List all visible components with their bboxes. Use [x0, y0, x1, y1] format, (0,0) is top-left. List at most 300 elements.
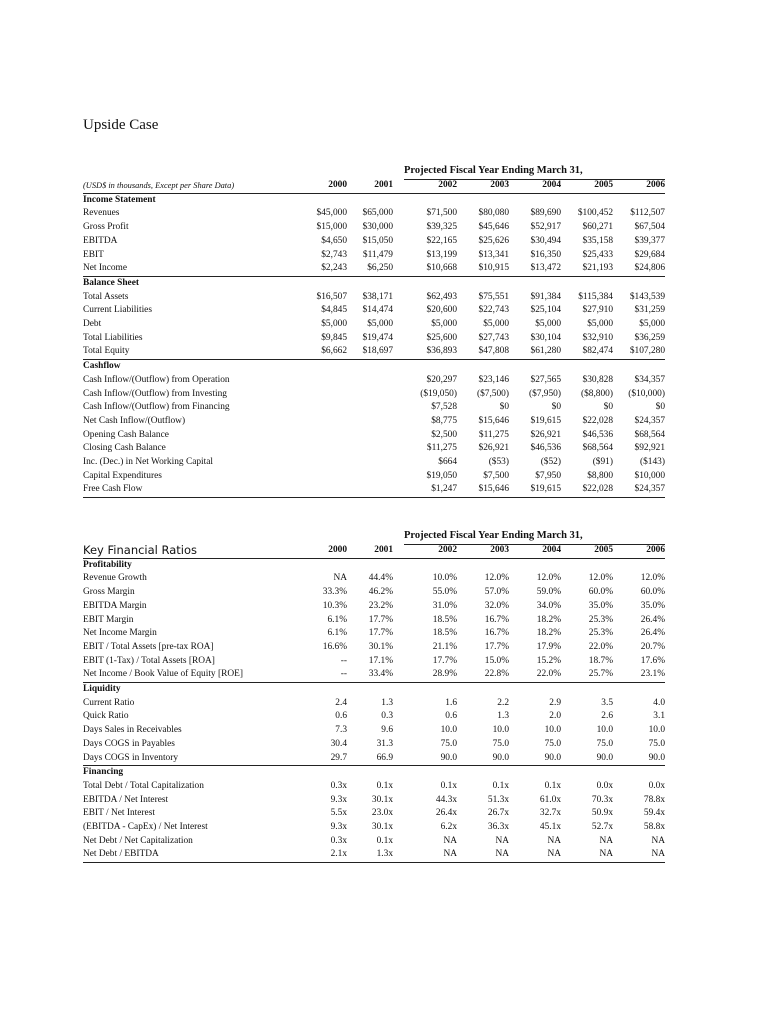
cell-value: 60.0% — [588, 587, 613, 598]
cell-value: $68,564 — [582, 443, 613, 454]
cell-value: 70.3x — [591, 794, 613, 805]
financials-header-row — [83, 179, 665, 193]
column-gap — [393, 415, 405, 429]
cell-value: 34.0% — [536, 600, 561, 611]
row-label: Total Liabilities — [83, 332, 143, 343]
table-row — [83, 600, 665, 614]
section-header-row — [83, 193, 665, 207]
cell-value: 1.3x — [347, 848, 393, 862]
column-gap — [393, 470, 405, 484]
row-label: EBITDA Margin — [83, 600, 147, 611]
cell-value: 17.7% — [432, 655, 457, 666]
cell-value: 44.4% — [368, 573, 393, 584]
ratios-title: Key Financial Ratios — [83, 544, 301, 558]
cell-value: 75.0 — [440, 738, 457, 749]
cell-value: 12.0% — [640, 573, 665, 584]
cell-value: 23.0x — [371, 808, 393, 819]
column-gap — [393, 794, 405, 808]
cell-value: $16,507 — [316, 291, 347, 302]
cell-value — [347, 401, 393, 415]
cell-value: 75.0 — [596, 738, 613, 749]
column-gap — [393, 332, 405, 346]
cell-value: $19,615 — [530, 415, 561, 426]
cell-value: $9,845 — [321, 332, 347, 343]
cell-value: $30,494 — [530, 235, 561, 246]
cell-value: $5,000 — [587, 319, 613, 330]
section-title: Liquidity — [83, 684, 121, 695]
cell-value: 15.0% — [484, 655, 509, 666]
cell-value: $22,165 — [426, 235, 457, 246]
column-gap — [393, 614, 405, 628]
cell-value: ($53) — [488, 457, 509, 468]
cell-value: $62,493 — [426, 291, 457, 302]
cell-value: NA — [651, 835, 665, 846]
cell-value: 90.0 — [561, 752, 613, 766]
cell-value: 52.7x — [591, 822, 613, 833]
cell-value: ($91) — [592, 457, 613, 468]
table-row — [83, 470, 665, 484]
cell-value: 16.7% — [484, 614, 509, 625]
cell-value: $10,668 — [405, 262, 457, 276]
column-gap — [393, 710, 405, 724]
cell-value: 6.1% — [327, 614, 347, 625]
cell-value: 25.3% — [588, 614, 613, 625]
cell-value: $24,357 — [634, 415, 665, 426]
cell-value: 12.0% — [588, 573, 613, 584]
table-row — [83, 848, 665, 862]
cell-value — [347, 429, 393, 443]
cell-value: $5,000 — [483, 319, 509, 330]
column-gap — [393, 724, 405, 738]
cell-value: 10.0% — [432, 573, 457, 584]
cell-value — [301, 429, 347, 443]
cell-value: 2.1x — [301, 848, 347, 862]
cell-value: $26,921 — [530, 429, 561, 440]
column-gap — [393, 388, 405, 402]
cell-value: $7,950 — [535, 470, 561, 481]
cell-value: 18.2% — [536, 614, 561, 625]
cell-value: $24,806 — [613, 262, 665, 276]
cell-value: 60.0% — [640, 587, 665, 598]
cell-value: $46,536 — [530, 443, 561, 454]
table-row — [83, 345, 665, 359]
cell-value: 18.2% — [536, 628, 561, 639]
cell-value: $31,259 — [634, 305, 665, 316]
cell-value: 2.4 — [335, 697, 347, 708]
cell-value — [301, 442, 347, 456]
cell-value: $5,000 — [321, 319, 347, 330]
cell-value: $13,341 — [478, 249, 509, 260]
cell-value: 4.0 — [653, 697, 665, 708]
section-title: Income Statement — [83, 194, 156, 205]
cell-value: 28.9% — [405, 668, 457, 682]
year-header: 2000 — [301, 179, 347, 193]
row-label: Current Ratio — [83, 697, 135, 708]
column-gap — [393, 401, 405, 415]
table-row — [83, 821, 665, 835]
cell-value: 57.0% — [484, 587, 509, 598]
cell-value: $11,275 — [426, 443, 457, 454]
cell-value: NA — [333, 573, 347, 584]
cell-value — [301, 456, 347, 470]
cell-value: 75.0 — [544, 738, 561, 749]
cell-value: 61.0x — [539, 794, 561, 805]
cell-value: $8,775 — [431, 415, 457, 426]
row-label: Net Income / Book Value of Equity [ROE] — [83, 668, 301, 682]
cell-value: 25.7% — [561, 668, 613, 682]
cell-value: $92,921 — [634, 443, 665, 454]
header-gap — [393, 179, 405, 193]
column-gap — [393, 318, 405, 332]
cell-value: 16.6% — [322, 641, 347, 652]
row-label: Free Cash Flow — [83, 483, 301, 497]
cell-value: $35,158 — [582, 235, 613, 246]
cell-value: 22.8% — [457, 668, 509, 682]
cell-value — [347, 470, 393, 484]
row-label: Cash Inflow/(Outflow) from Financing — [83, 402, 230, 413]
cell-value: 59.0% — [536, 587, 561, 598]
section-title: Financing — [83, 767, 124, 778]
section-title: Cashflow — [83, 361, 121, 372]
table-row — [83, 614, 665, 628]
cell-value: $30,104 — [530, 332, 561, 343]
cell-value: $0 — [655, 402, 665, 413]
cell-value: 90.0 — [405, 752, 457, 766]
cell-value — [301, 483, 347, 497]
section-header-row — [83, 683, 665, 697]
table-row — [83, 249, 665, 263]
cell-value: $15,646 — [457, 483, 509, 497]
cell-value: 55.0% — [432, 587, 457, 598]
column-gap — [393, 345, 405, 359]
column-gap — [393, 249, 405, 263]
cell-value: $26,921 — [478, 443, 509, 454]
cell-value: $22,028 — [582, 415, 613, 426]
cell-value: 9.3x — [330, 794, 347, 805]
cell-value: 3.1 — [653, 711, 665, 722]
row-label: EBIT (1-Tax) / Total Assets [ROA] — [83, 655, 215, 666]
table-row — [83, 429, 665, 443]
cell-value — [347, 415, 393, 429]
cell-value: $20,297 — [426, 374, 457, 385]
cell-value: $115,384 — [578, 291, 613, 302]
cell-value: $19,615 — [509, 483, 561, 497]
cell-value: $29,684 — [634, 249, 665, 260]
cell-value — [301, 415, 347, 429]
cell-value: 0.0x — [596, 780, 613, 791]
cell-value: $5,000 — [367, 319, 393, 330]
row-label: Current Liabilities — [83, 305, 152, 316]
cell-value: $10,915 — [457, 262, 509, 276]
cell-value: 2.9 — [549, 697, 561, 708]
cell-value: $13,199 — [426, 249, 457, 260]
table-row — [83, 738, 665, 752]
table-row — [83, 262, 665, 276]
cell-value: $107,280 — [613, 345, 665, 359]
cell-value: 10.3% — [322, 600, 347, 611]
cell-value: 5.5x — [330, 808, 347, 819]
table-row — [83, 724, 665, 738]
cell-value: 10.0 — [440, 725, 457, 736]
table-row — [83, 415, 665, 429]
cell-value: 32.0% — [484, 600, 509, 611]
table-row — [83, 318, 665, 332]
cell-value: 26.4% — [640, 614, 665, 625]
cell-value: -- — [301, 668, 347, 682]
cell-value: $20,600 — [426, 305, 457, 316]
cell-value: $0 — [499, 402, 509, 413]
column-gap — [393, 483, 405, 497]
cell-value: 0.1x — [376, 780, 393, 791]
column-gap — [393, 848, 405, 862]
column-gap — [393, 752, 405, 766]
cell-value: $39,377 — [634, 235, 665, 246]
financials-body — [83, 193, 665, 497]
cell-value: NA — [509, 848, 561, 862]
column-gap — [393, 738, 405, 752]
section-header-row — [83, 360, 665, 374]
row-label: Total Assets — [83, 291, 129, 302]
cell-value: $32,910 — [582, 332, 613, 343]
cell-value: ($143) — [640, 457, 665, 468]
table-row — [83, 221, 665, 235]
year-header: 2003 — [457, 544, 509, 558]
cell-value: $10,000 — [634, 470, 665, 481]
row-label: Inc. (Dec.) in Net Working Capital — [83, 457, 214, 468]
table-row — [83, 697, 665, 711]
column-gap — [393, 627, 405, 641]
projected-header-text: Projected Fiscal Year Ending March 31, — [404, 165, 583, 176]
row-label: EBIT — [83, 249, 104, 260]
row-label: Closing Cash Balance — [83, 443, 166, 454]
cell-value: $25,600 — [426, 332, 457, 343]
cell-value: 90.0 — [457, 752, 509, 766]
cell-value: 30.1x — [371, 794, 393, 805]
cell-value: $27,743 — [478, 332, 509, 343]
year-header: 2002 — [405, 179, 457, 193]
cell-value: $36,259 — [634, 332, 665, 343]
cell-value: 1.6 — [445, 697, 457, 708]
cell-value: 0.6 — [335, 711, 347, 722]
cell-value: $100,452 — [577, 208, 613, 219]
cell-value: 35.0% — [640, 600, 665, 611]
column-gap — [393, 291, 405, 305]
cell-value: 9.3x — [330, 822, 347, 833]
table-row — [83, 291, 665, 305]
cell-value: 2.2 — [497, 697, 509, 708]
cell-value: $75,551 — [478, 291, 509, 302]
cell-value: 46.2% — [368, 587, 393, 598]
cell-value: $27,565 — [530, 374, 561, 385]
cell-value: NA — [443, 835, 457, 846]
cell-value: 9.6 — [381, 725, 393, 736]
cell-value: $82,474 — [561, 345, 613, 359]
cell-value: $14,474 — [362, 305, 393, 316]
cell-value — [301, 401, 347, 415]
cell-value: 0.1x — [376, 835, 393, 846]
cell-value: 29.7 — [301, 752, 347, 766]
row-label: Days Sales in Receivables — [83, 725, 182, 736]
cell-value: $15,000 — [316, 222, 347, 233]
cell-value: $11,479 — [362, 249, 393, 260]
cell-value: 17.7% — [368, 628, 393, 639]
cell-value: $30,828 — [582, 374, 613, 385]
row-label: Capital Expenditures — [83, 470, 162, 481]
cell-value: NA — [405, 848, 457, 862]
cell-value: $25,433 — [582, 249, 613, 260]
cell-value — [301, 374, 347, 388]
cell-value: 26.4% — [640, 628, 665, 639]
cell-value: 15.2% — [536, 655, 561, 666]
column-gap — [393, 655, 405, 669]
cell-value: 30.4 — [330, 738, 347, 749]
cell-value: 50.9x — [591, 808, 613, 819]
cell-value: $61,280 — [509, 345, 561, 359]
section-title: Profitability — [83, 559, 132, 570]
row-label: Cash Inflow/(Outflow) from Investing — [83, 388, 227, 399]
column-gap — [393, 429, 405, 443]
year-header: 2004 — [509, 544, 561, 558]
column-gap — [393, 221, 405, 235]
cell-value — [347, 442, 393, 456]
cell-value: $45,646 — [478, 222, 509, 233]
cell-value: $15,050 — [362, 235, 393, 246]
cell-value: ($19,050) — [420, 388, 457, 399]
row-label: Gross Profit — [83, 222, 129, 233]
row-label: Net Income Margin — [83, 628, 157, 639]
cell-value: 16.7% — [484, 628, 509, 639]
cell-value: 78.8x — [643, 794, 665, 805]
year-header: 2006 — [613, 544, 665, 558]
cell-value: $34,357 — [634, 374, 665, 385]
cell-value: 51.3x — [487, 794, 509, 805]
cell-value: $13,472 — [509, 262, 561, 276]
cell-value: $0 — [603, 402, 613, 413]
cell-value: $71,500 — [426, 208, 457, 219]
year-header: 2005 — [561, 544, 613, 558]
cell-value: 3.5 — [601, 697, 613, 708]
ratios-body — [83, 558, 665, 862]
table-row — [83, 794, 665, 808]
cell-value: 30.1% — [368, 641, 393, 652]
cell-value: 0.1x — [492, 780, 509, 791]
header-gap — [393, 544, 405, 558]
row-label: Gross Margin — [83, 587, 135, 598]
cell-value: 0.0x — [648, 780, 665, 791]
cell-value: $39,325 — [426, 222, 457, 233]
cell-value: 90.0 — [613, 752, 665, 766]
column-gap — [393, 304, 405, 318]
cell-value: $7,500 — [483, 470, 509, 481]
cell-value: $5,000 — [431, 319, 457, 330]
cell-value: 17.9% — [536, 641, 561, 652]
column-gap — [393, 697, 405, 711]
column-gap — [393, 262, 405, 276]
cell-value: 32.7x — [539, 808, 561, 819]
cell-value — [301, 388, 347, 402]
cell-value: $68,564 — [634, 429, 665, 440]
year-header: 2004 — [509, 179, 561, 193]
cell-value: $16,350 — [530, 249, 561, 260]
table-row — [83, 456, 665, 470]
cell-value: 20.7% — [640, 641, 665, 652]
cell-value: 22.0% — [509, 668, 561, 682]
row-label: EBIT Margin — [83, 614, 134, 625]
table-row — [83, 572, 665, 586]
cell-value: 17.1% — [368, 655, 393, 666]
cell-value: 6.2x — [440, 822, 457, 833]
cell-value: $19,474 — [362, 332, 393, 343]
column-gap — [393, 641, 405, 655]
cell-value — [347, 388, 393, 402]
cell-value: $52,917 — [530, 222, 561, 233]
cell-value: $91,384 — [530, 291, 561, 302]
cell-value: $143,539 — [629, 291, 665, 302]
cell-value: $664 — [438, 457, 457, 468]
cell-value: $2,743 — [321, 249, 347, 260]
cell-value: 0.1x — [544, 780, 561, 791]
cell-value: 36.3x — [487, 822, 509, 833]
cell-value: $67,504 — [634, 222, 665, 233]
row-label: Days COGS in Inventory — [83, 752, 301, 766]
table-row — [83, 752, 665, 766]
row-label: Net Cash Inflow/(Outflow) — [83, 415, 186, 426]
cell-value — [347, 374, 393, 388]
row-label: EBITDA — [83, 235, 118, 246]
cell-value: NA — [561, 848, 613, 862]
cell-value: 75.0 — [648, 738, 665, 749]
table-row — [83, 655, 665, 669]
cell-value: $19,050 — [426, 470, 457, 481]
cell-value: $0 — [551, 402, 561, 413]
cell-value: $36,893 — [405, 345, 457, 359]
cell-value: ($7,950) — [528, 388, 561, 399]
cell-value: ($7,500) — [476, 388, 509, 399]
page-title: Upside Case — [83, 117, 159, 133]
cell-value: $89,690 — [530, 208, 561, 219]
cell-value: 10.0 — [648, 725, 665, 736]
cell-value: 10.0 — [492, 725, 509, 736]
cell-value: 0.1x — [440, 780, 457, 791]
column-gap — [393, 374, 405, 388]
cell-value: $6,250 — [347, 262, 393, 276]
cell-value: $80,080 — [478, 208, 509, 219]
cell-value: $25,626 — [478, 235, 509, 246]
cell-value: 75.0 — [492, 738, 509, 749]
column-gap — [393, 442, 405, 456]
cell-value: $7,528 — [431, 402, 457, 413]
cell-value: 35.0% — [588, 600, 613, 611]
row-label: Net Debt / Net Capitalization — [83, 835, 193, 846]
cell-value: 31.3 — [376, 738, 393, 749]
section-title: Balance Sheet — [83, 277, 139, 288]
cell-value: 1.3 — [497, 711, 509, 722]
table-row — [83, 374, 665, 388]
cell-value: $2,243 — [301, 262, 347, 276]
ratios-table — [83, 544, 665, 863]
cell-value: $22,028 — [561, 483, 613, 497]
cell-value: $23,146 — [478, 374, 509, 385]
cell-value: 0.6 — [445, 711, 457, 722]
cell-value: 17.6% — [640, 655, 665, 666]
cell-value: NA — [457, 848, 509, 862]
cell-value: ($10,000) — [628, 388, 665, 399]
cell-value: 10.0 — [596, 725, 613, 736]
cell-value — [301, 470, 347, 484]
cell-value: NA — [599, 835, 613, 846]
row-label: Revenue Growth — [83, 573, 147, 584]
row-label: Cash Inflow/(Outflow) from Operation — [83, 374, 230, 385]
